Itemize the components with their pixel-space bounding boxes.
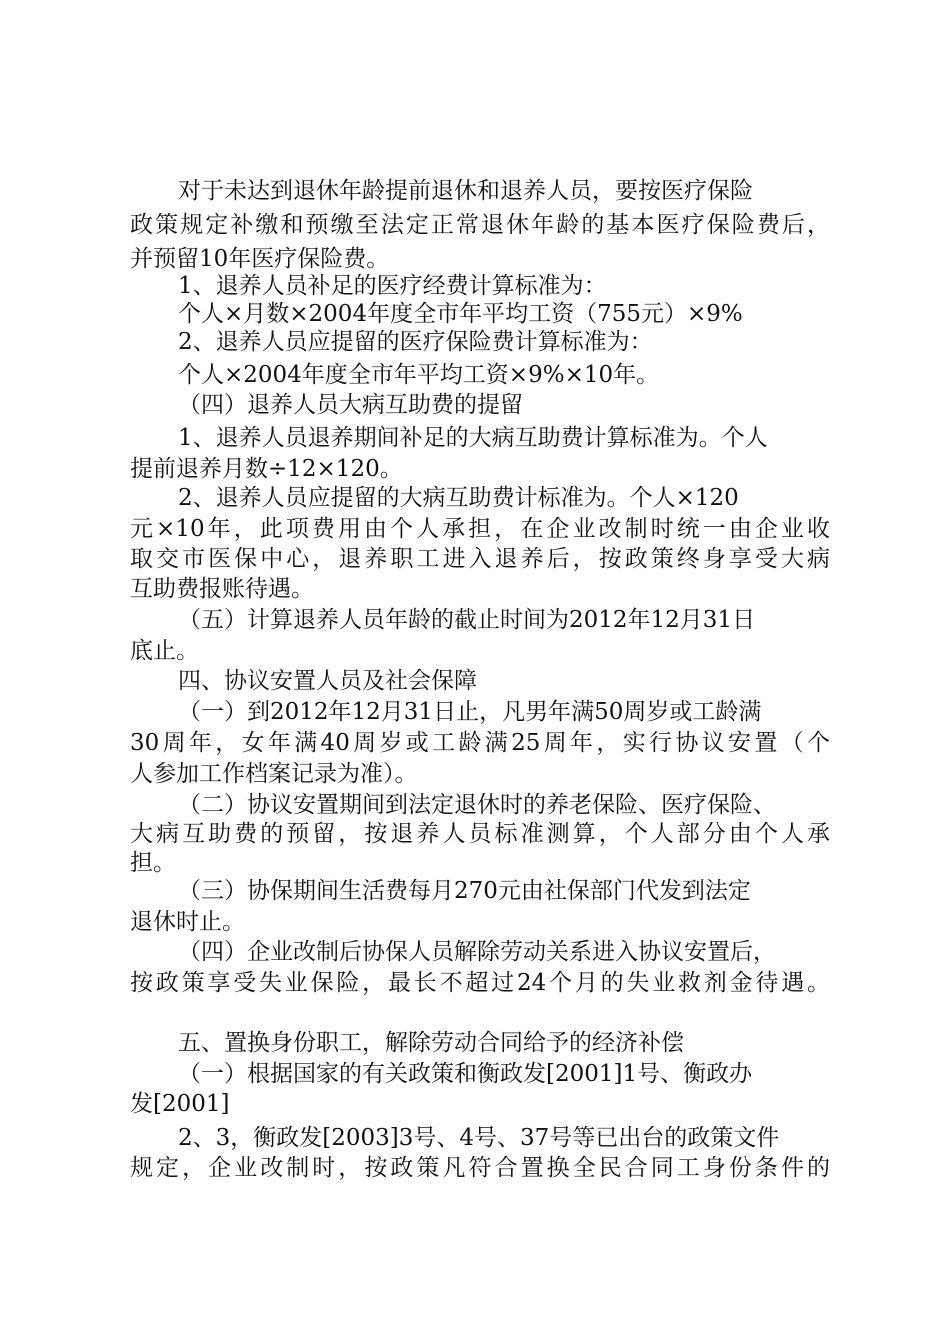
- text-line: 2、3，衡政发[2003]3号、4号、37号等已出台的政策文件: [178, 1125, 780, 1151]
- text-line: 提前退养月数÷12×120。: [130, 456, 403, 482]
- text-line: （一）根据国家的有关政策和衡政发[2001]1号、衡政办: [178, 1061, 753, 1087]
- text-line: 取交市医保中心，退养职工进入退养后，按政策终身享受大病: [130, 546, 830, 572]
- text-line: （四）企业改制后协保人员解除劳动关系进入协议安置后，: [178, 939, 776, 965]
- text-line: 四、协议安置人员及社会保障: [178, 668, 477, 694]
- text-line: （四）退养人员大病互助费的提留: [178, 392, 523, 418]
- text-line: 1、退养人员补足的医疗经费计算标准为：: [178, 273, 607, 299]
- text-line: 大病互助费的预留，按退养人员标准测算，个人部分由个人承: [130, 821, 830, 847]
- text-line: 互助费报账待遇。: [130, 576, 314, 602]
- text-line: 2、退养人员应提留的医疗保险费计算标准为：: [178, 329, 653, 355]
- text-line: 30周年，女年满40周岁或工龄满25周年，实行协议安置（个: [130, 730, 830, 756]
- text-line: 2、退养人员应提留的大病互助费计标准为。个人×120: [178, 485, 739, 511]
- text-line: 规定，企业改制时，按政策凡符合置换全民合同工身份条件的: [130, 1155, 830, 1181]
- text-line: 退休时止。: [130, 909, 245, 935]
- text-line: 发[2001]: [130, 1091, 230, 1117]
- text-line: 按政策享受失业保险，最长不超过24个月的失业救剂金待遇。: [130, 970, 830, 996]
- text-line: 元×10年，此项费用由个人承担，在企业改制时统一由企业收: [130, 516, 830, 542]
- text-line: 个人×月数×2004年度全市年平均工资（755元）×9%: [178, 301, 743, 327]
- text-line: 人参加工作档案记录为准）。: [130, 761, 418, 787]
- text-line: 五、置换身份职工，解除劳动合同给予的经济补偿: [178, 1030, 684, 1056]
- text-line: 并预留10年医疗保险费。: [130, 246, 390, 272]
- text-line: （二）协议安置期间到法定退休时的养老保险、医疗保险、: [178, 792, 776, 818]
- text-line: 对于未达到退休年龄提前退休和退养人员，要按医疗保险: [178, 178, 753, 204]
- text-line: 1、退养人员退养期间补足的大病互助费计算标准为。个人: [178, 425, 768, 451]
- text-line: （一）到2012年12月31日止，凡男年满50周岁或工龄满: [178, 699, 762, 725]
- text-line: （三）协保期间生活费每月270元由社保部门代发到法定: [178, 878, 751, 904]
- text-line: 政策规定补缴和预缴至法定正常退休年龄的基本医疗保险费后，: [130, 212, 830, 238]
- text-line: 担。: [130, 850, 176, 876]
- text-line: （五）计算退养人员年龄的截止时间为2012年12月31日: [178, 607, 756, 633]
- text-line: 底止。: [130, 638, 199, 664]
- text-line: 个人×2004年度全市年平均工资×9%×10年。: [178, 362, 660, 388]
